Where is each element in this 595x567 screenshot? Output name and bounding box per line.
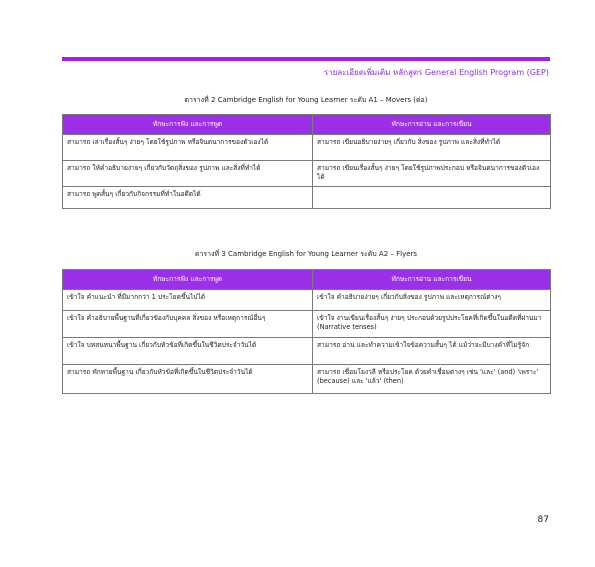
table-row [63, 338, 551, 365]
page-number: 87 [537, 515, 549, 525]
running-header: รายละเอียดเพิ่มเติม หลักสูตร General English Program (GEP) [323, 68, 549, 77]
header-reading-writing: ทักษะการอ่าน และการเขียน [313, 270, 551, 290]
cell-listening-speaking: สามารถ พูดสั้นๆ เกี่ยวกับกิจกรรมที่ทำในอดีตได้ [63, 187, 313, 209]
cell-reading-writing: สามารถ เขียนเรื่องสั้นๆ ง่ายๆ โดยใช้รูปภาพประกอบ หรือจินตนาการของตัวเองได้ [313, 161, 551, 187]
cell-listening-speaking: สามารถ ทักทายพื้นฐาน เกี่ยวกับหัวข้อที่เกิดขึ้นในชีวิตประจำวันได้ [63, 365, 313, 394]
cell-listening-speaking: สามารถ ให้คำอธิบายง่ายๆ เกี่ยวกับวัตถุสิ่งของ รูปภาพ และสิ่งที่ทำได้ [63, 161, 313, 187]
header-listening-speaking: ทักษะการฟัง และการพูด [63, 270, 313, 290]
table-header-row [63, 115, 551, 135]
table-3-flyers [62, 269, 551, 394]
table-2-movers [62, 114, 551, 209]
cell-reading-writing: สามารถ อ่าน และทำความเข้าใจข้อความสั้นๆ ได้ แม้ว่าจะมีบางคำที่ไม่รู้จัก [313, 338, 551, 365]
table-3-caption: ตารางที่ 3 Cambridge English for Young Learner ระดับ A2 – Flyers [194, 250, 418, 258]
header-reading-writing: ทักษะการอ่าน และการเขียน [313, 115, 551, 135]
cell-reading-writing [313, 187, 551, 209]
cell-reading-writing: สามารถ เขียนอธิบายง่ายๆ เกี่ยวกับ สิ่งของ รูปภาพ และสิ่งที่ทำได้ [313, 135, 551, 161]
cell-listening-speaking: เข้าใจ คำอธิบายพื้นฐานที่เกี่ยวข้องกับบุคคล สิ่งของ หรือเหตุการณ์อื่นๆ [63, 311, 313, 338]
cell-listening-speaking: เข้าใจ คำแนะนำ ที่มีมากกว่า 1 ประโยคขึ้นไปได้ [63, 290, 313, 311]
table-row [63, 290, 551, 311]
cell-reading-writing: เข้าใจ คำอธิบายง่ายๆ เกี่ยวกับสิ่งของ รูปภาพ และเหตุการณ์ต่างๆ [313, 290, 551, 311]
header-accent-rule [62, 57, 550, 61]
table-row [63, 187, 551, 209]
table-header-row [63, 270, 551, 290]
table-row [63, 161, 551, 187]
table-row [63, 135, 551, 161]
cell-listening-speaking: เข้าใจ บทสนทนาพื้นฐาน เกี่ยวกับหัวข้อที่เกิดขึ้นในชีวิตประจำวันได้ [63, 338, 313, 365]
cell-reading-writing: เข้าใจ งานเขียนเรื่องสั้นๆ ง่ายๆ ประกอบด้วยรูปประโยคที่เกิดขึ้นในอดีตที่ผ่านมา (Narrative tenses) [313, 311, 551, 338]
table-row [63, 365, 551, 394]
header-listening-speaking: ทักษะการฟัง และการพูด [63, 115, 313, 135]
cell-reading-writing: สามารถ เชื่อมโยงวลี หรือประโยค ด้วยคำเชื่อมต่างๆ เช่น 'และ' (and) 'เพราะ' (because) และ 'แล้ว' (then) [313, 365, 551, 394]
table-2-caption: ตารางที่ 2 Cambridge English for Young Learner ระดับ A1 – Movers (ต่อ) [184, 96, 428, 104]
cell-listening-speaking: สามารถ เล่าเรื่องสั้นๆ ง่ายๆ โดยใช้รูปภาพ หรือจินตนาการของตัวเองได้ [63, 135, 313, 161]
table-row [63, 311, 551, 338]
